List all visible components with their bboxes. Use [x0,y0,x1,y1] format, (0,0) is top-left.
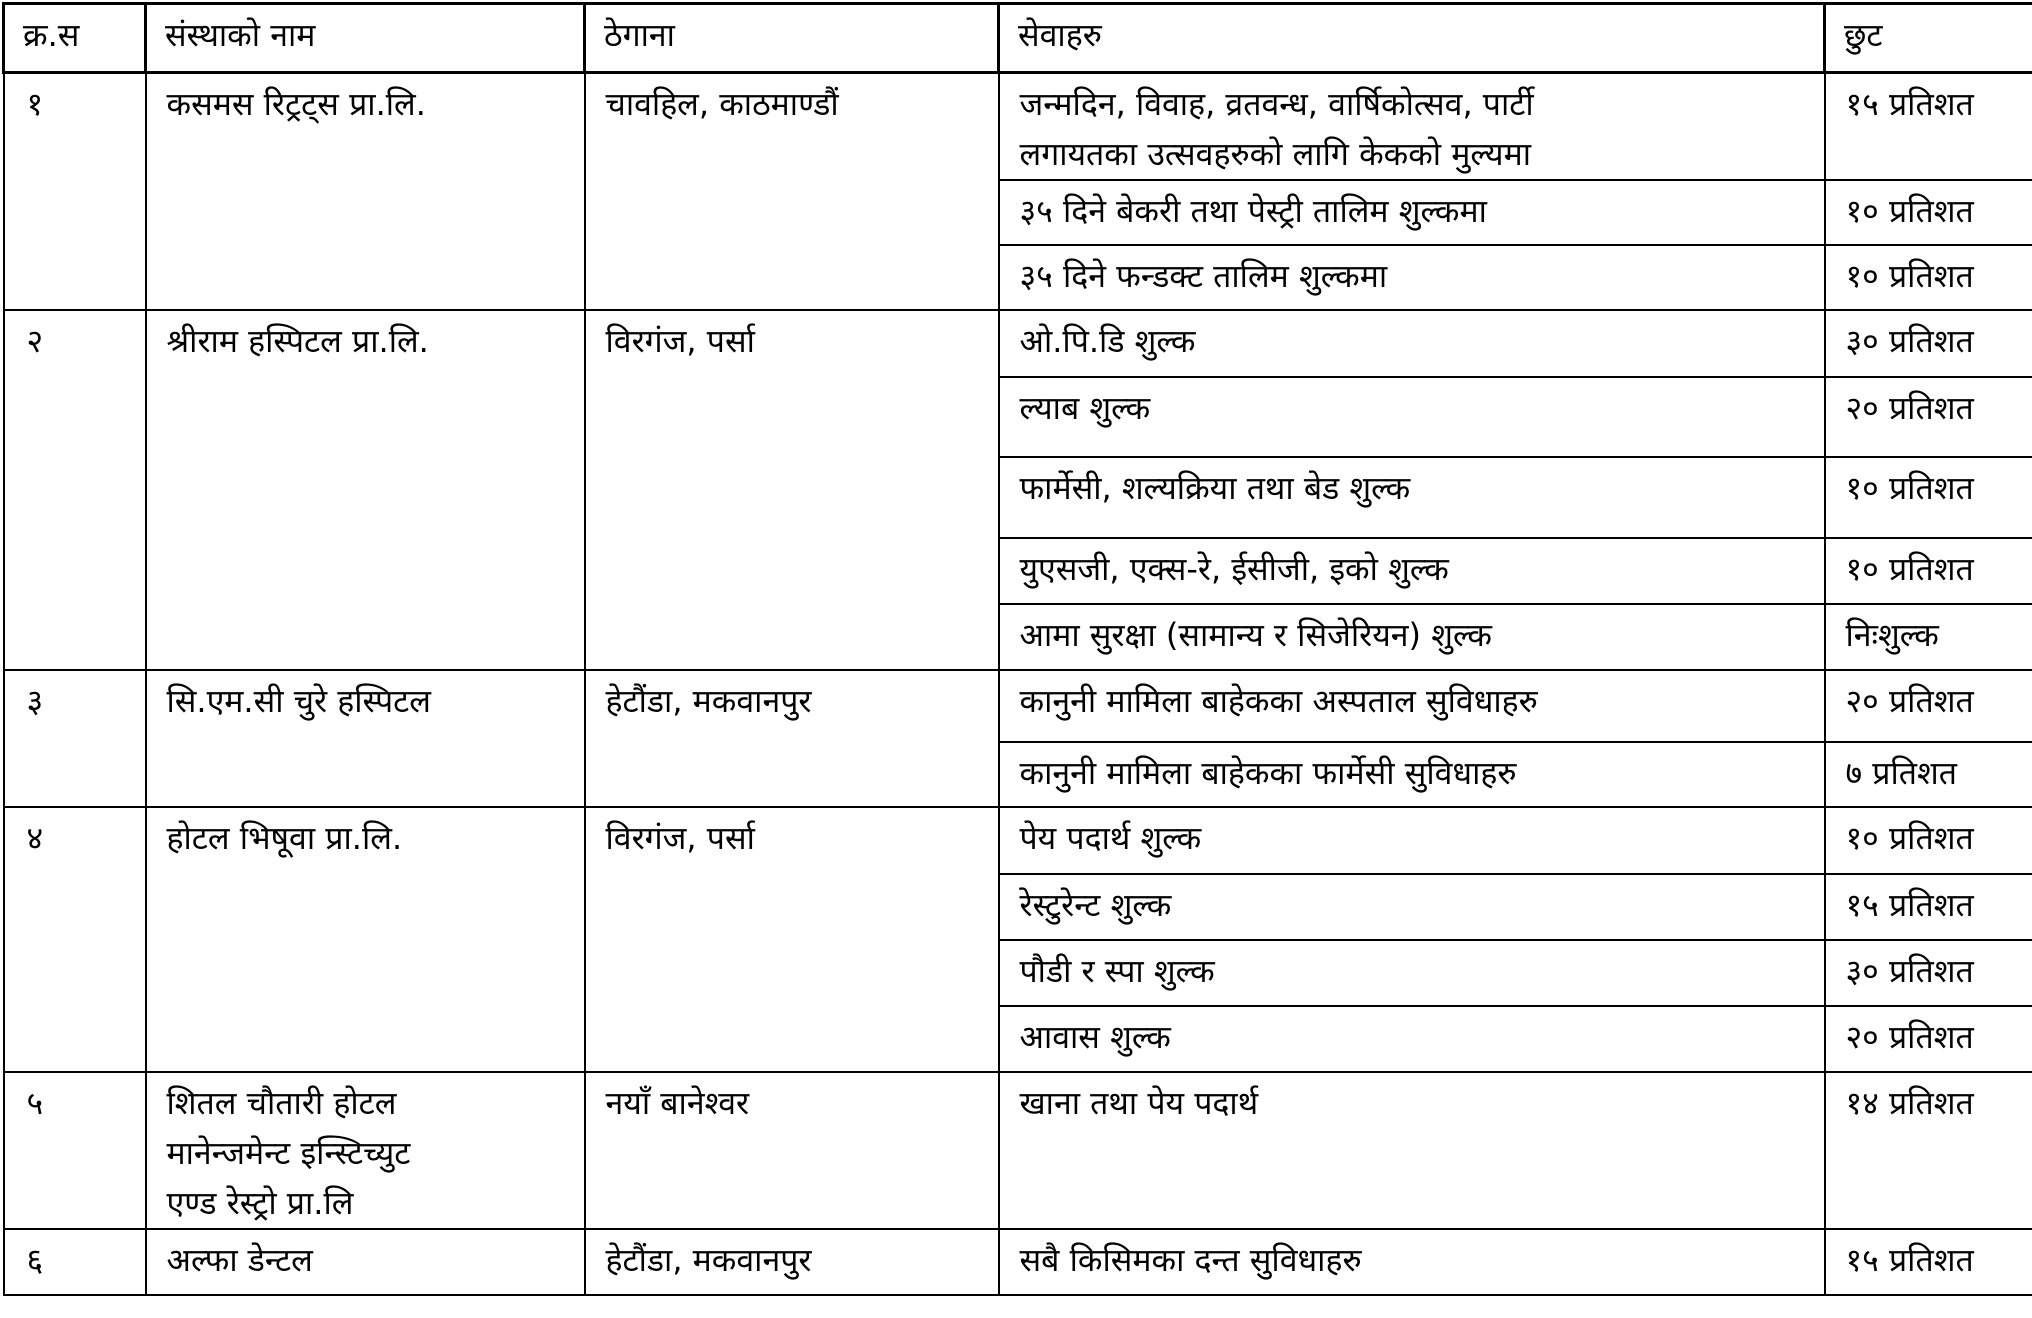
service-cell [999,1072,1825,1229]
service-line: खाना तथा पेय पदार्थ [1019,1084,1259,1122]
table-row [4,73,2032,181]
table-header-row [4,4,2032,73]
table-row [4,670,2032,742]
service-line: ३५ दिने फन्डक्ट तालिम शुल्कमा [1019,257,1388,295]
service-cell [999,874,1825,940]
discount-cell: १० प्रतिशत [1825,245,2032,310]
discount-cell: १५ प्रतिशत [1825,1229,2032,1295]
service-line: लगायतका उत्सवहरुको लागि केकको मुल्यमा [1019,135,1532,173]
discount-cell: १५ प्रतिशत [1825,874,2032,940]
table-row [4,1229,2032,1295]
discount-cell: १५ प्रतिशत [1825,73,2032,181]
header-address: ठेगाना [585,4,999,73]
address-cell: विरगंज, पर्सा [585,310,999,670]
address-cell: हेटौंडा, मकवानपुर [585,670,999,807]
header-serial-number: क्र.स [4,4,146,73]
address-cell: हेटौंडा, मकवानपुर [585,1229,999,1295]
organization-name-line: मानेन्जमेन्ट इन्स्टिच्युट [166,1134,411,1172]
service-line: जन्मदिन, विवाह, व्रतवन्ध, वार्षिकोत्सव, पार्टी [1019,85,1534,123]
service-cell [999,940,1825,1006]
service-line: पेय पदार्थ शुल्क [1019,819,1202,857]
service-line: फार्मेसी, शल्यक्रिया तथा बेड शुल्क [1019,469,1411,507]
discount-cell: १४ प्रतिशत [1825,1072,2032,1229]
organization-name-cell [146,1229,585,1295]
service-cell [999,457,1825,538]
service-cell [999,670,1825,742]
serial-number-cell: ६ [4,1229,146,1295]
serial-number-cell: २ [4,310,146,670]
service-cell [999,742,1825,807]
table-row [4,310,2032,377]
organization-name-cell [146,807,585,1072]
service-cell [999,377,1825,457]
service-line: रेस्टुरेन्ट शुल्क [1019,886,1172,924]
service-line: कानुनी मामिला बाहेकका अस्पताल सुविधाहरु [1019,682,1538,720]
service-line: ३५ दिने बेकरी तथा पेस्ट्री तालिम शुल्कमा [1019,192,1487,230]
organization-name-line: शितल चौतारी होटल [166,1084,397,1122]
address-cell: नयाँ बानेश्वर [585,1072,999,1229]
discount-cell: २० प्रतिशत [1825,670,2032,742]
service-cell [999,1229,1825,1295]
service-cell [999,604,1825,670]
organization-name-line: श्रीराम हस्पिटल प्रा.लि. [166,322,429,360]
discount-cell: १० प्रतिशत [1825,457,2032,538]
organization-name-cell [146,73,585,311]
discount-table-wrapper [2,2,2032,1296]
organization-name-line: कसमस रिट्रट्स प्रा.लि. [166,85,426,123]
discount-table [2,2,2032,1296]
service-cell [999,245,1825,310]
discount-cell: ३० प्रतिशत [1825,310,2032,377]
discount-cell: २० प्रतिशत [1825,1006,2032,1072]
service-line: ल्याब शुल्क [1019,389,1151,427]
discount-cell: ७ प्रतिशत [1825,742,2032,807]
header-discount: छुट [1825,4,2032,73]
header-organization-name: संस्थाको नाम [146,4,585,73]
organization-name-line: होटल भिषूवा प्रा.लि. [166,819,403,857]
discount-cell: १० प्रतिशत [1825,538,2032,604]
address-cell: चावहिल, काठमाण्डौं [585,73,999,311]
service-line: सबै किसिमका दन्त सुविधाहरु [1019,1241,1362,1279]
organization-name-cell [146,310,585,670]
table-row [4,1072,2032,1229]
service-line: पौडी र स्पा शुल्क [1019,952,1215,990]
serial-number-cell: १ [4,73,146,311]
service-cell [999,73,1825,181]
table-row [4,807,2032,874]
discount-cell: १० प्रतिशत [1825,180,2032,245]
discount-cell: निःशुल्क [1825,604,2032,670]
service-cell [999,310,1825,377]
organization-name-cell [146,670,585,807]
serial-number-cell: ४ [4,807,146,1072]
organization-name-line: अल्फा डेन्टल [166,1241,313,1279]
organization-name-line: सि.एम.सी चुरे हस्पिटल [166,682,431,720]
organization-name-line: एण्ड रेस्ट्रो प्रा.लि [166,1184,354,1222]
service-line: ओ.पि.डि शुल्क [1019,322,1196,360]
discount-cell: ३० प्रतिशत [1825,940,2032,1006]
service-cell [999,1006,1825,1072]
header-services: सेवाहरु [999,4,1825,73]
service-cell [999,180,1825,245]
service-cell [999,538,1825,604]
table-body [4,4,2032,1296]
service-line: युएसजी, एक्स-रे, ईसीजी, इको शुल्क [1019,550,1449,588]
discount-cell: १० प्रतिशत [1825,807,2032,874]
address-cell: विरगंज, पर्सा [585,807,999,1072]
service-line: आवास शुल्क [1019,1018,1171,1056]
service-cell [999,807,1825,874]
serial-number-cell: ३ [4,670,146,807]
service-line: कानुनी मामिला बाहेकका फार्मेसी सुविधाहरु [1019,754,1517,792]
discount-cell: २० प्रतिशत [1825,377,2032,457]
organization-name-cell [146,1072,585,1229]
serial-number-cell: ५ [4,1072,146,1229]
service-line: आमा सुरक्षा (सामान्य र सिजेरियन) शुल्क [1019,616,1492,654]
